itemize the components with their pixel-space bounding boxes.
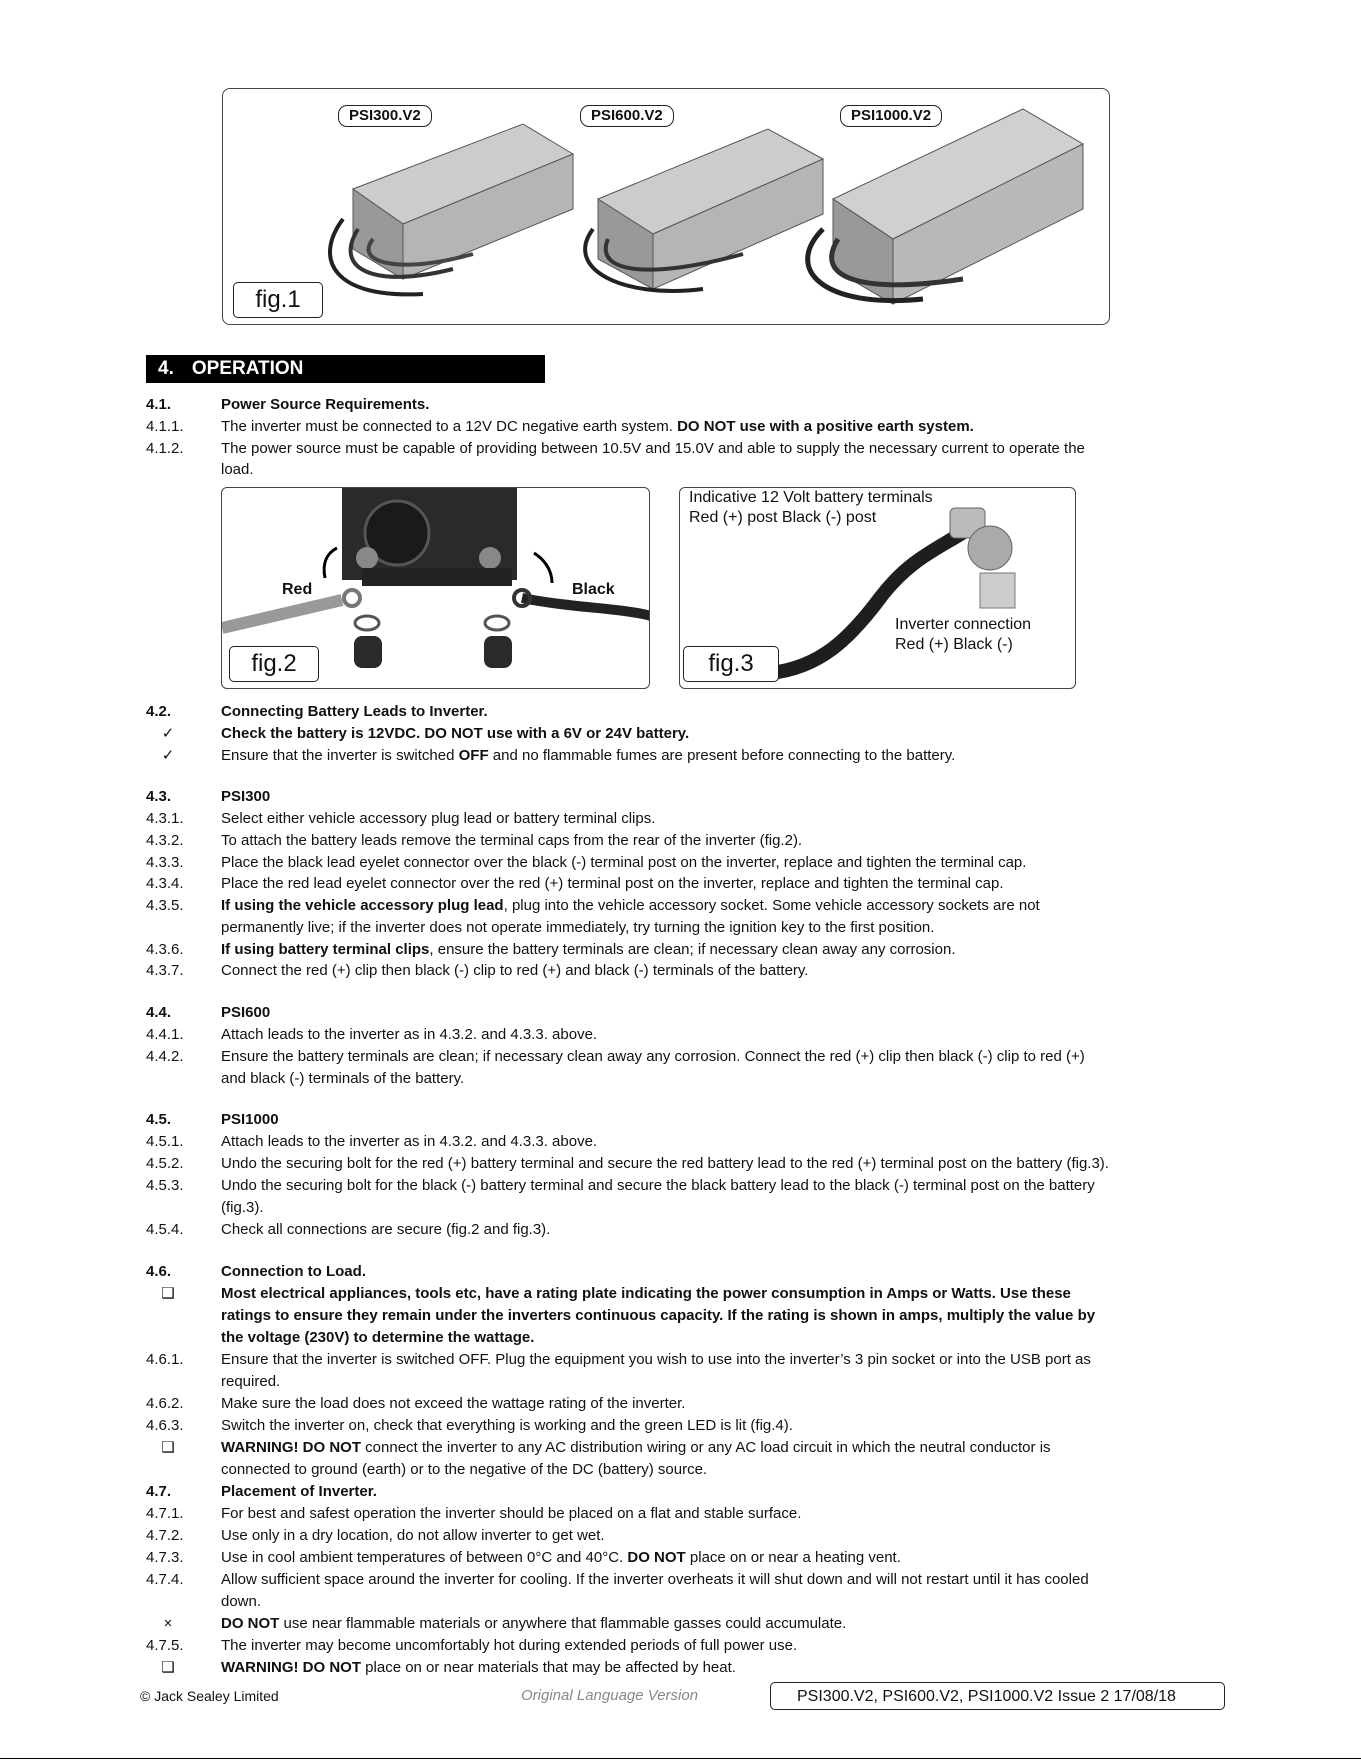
box-icon: ❑: [161, 1659, 175, 1676]
fig3-caption-2: Red (+) post Black (-) post: [689, 509, 877, 526]
bottom-divider: [0, 1758, 1361, 1759]
model-tag-psi1000: PSI1000.V2: [840, 105, 942, 127]
figure-3: [679, 487, 1076, 689]
inverter-psi1000: [808, 109, 1083, 304]
inverter-psi600: [585, 129, 823, 291]
section-header: [146, 355, 545, 383]
cross-icon: ×: [163, 1615, 173, 1632]
fig1-label: fig.1: [233, 282, 323, 318]
inverter-psi300: [330, 124, 573, 294]
section-title: OPERATION: [191, 358, 304, 379]
model-tag-psi600: PSI600.V2: [580, 105, 674, 127]
box-icon: ❑: [161, 1439, 175, 1456]
fig3-caption-1: Indicative 12 Volt battery terminals: [689, 489, 933, 506]
footer-copyright: © Jack Sealey Limited: [140, 1688, 279, 1704]
footer-language: Original Language Version: [521, 1687, 699, 1704]
figure-1: [222, 88, 1110, 325]
red-label: Red: [282, 581, 313, 598]
fig3-label: fig.3: [683, 646, 779, 682]
fig2-label: fig.2: [229, 646, 319, 682]
fig3-connection-1: Inverter connection: [895, 616, 1032, 633]
check-icon: ✓: [161, 747, 175, 764]
box-icon: ❑: [161, 1285, 175, 1302]
footer-document-id: PSI300.V2, PSI600.V2, PSI1000.V2 Issue 2 17/08/18: [770, 1682, 1225, 1710]
figure-2: [221, 487, 650, 689]
black-label: Black: [572, 581, 615, 598]
model-tag-psi300: PSI300.V2: [338, 105, 432, 127]
fig3-connection-2: Red (+) Black (-): [895, 636, 1013, 653]
check-icon: ✓: [161, 725, 175, 742]
section-number: 4.: [158, 358, 174, 379]
